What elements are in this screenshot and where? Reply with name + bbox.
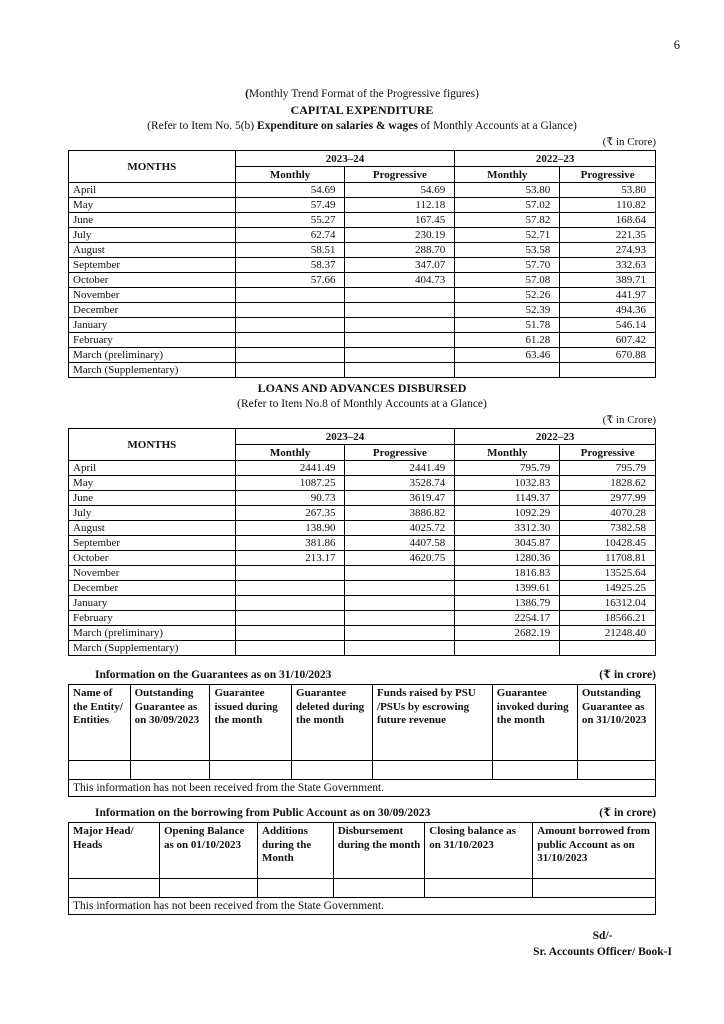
table-row — [69, 258, 656, 273]
loans-table-body — [69, 461, 656, 656]
value-cell: 795.79 — [560, 461, 656, 476]
empty-cell — [292, 761, 373, 780]
value-cell: 11708.81 — [560, 551, 656, 566]
month-cell: May — [69, 476, 236, 491]
table-row — [69, 243, 656, 258]
capital-expenditure-table — [68, 150, 656, 378]
value-cell: 4025.72 — [345, 521, 455, 536]
value-cell — [345, 288, 455, 303]
table-row — [69, 183, 656, 198]
value-cell: 16312.04 — [560, 596, 656, 611]
guarantees-note-row — [69, 780, 656, 797]
months-header: MONTHS — [69, 151, 236, 183]
value-cell: 213.17 — [235, 551, 345, 566]
value-cell: 13525.64 — [560, 566, 656, 581]
borrowing-title: Information on the borrowing from Public Account as on 30/09/2023 — [95, 807, 431, 819]
value-cell: 4620.75 — [345, 551, 455, 566]
column-header: Outstanding Guarantee as on 31/10/2023 — [577, 685, 655, 761]
month-cell: November — [69, 288, 236, 303]
months-header: MONTHS — [69, 429, 236, 461]
guarantees-title: Information on the Guarantees as on 31/10/2023 — [95, 669, 332, 681]
value-cell: 347.07 — [345, 258, 455, 273]
value-cell: 3886.82 — [345, 506, 455, 521]
borrowing-note-row — [69, 898, 656, 915]
value-cell — [235, 288, 345, 303]
value-cell — [345, 611, 455, 626]
monthly-header: Monthly — [235, 445, 345, 461]
page-number: 6 — [673, 38, 680, 52]
year-2022-23-header: 2022–23 — [455, 151, 656, 167]
table-row — [69, 333, 656, 348]
refer-suffix: of Monthly Accounts at a Glance) — [417, 120, 577, 132]
column-header: Outstanding Guarantee as on 30/09/2023 — [130, 685, 210, 761]
table-row — [69, 348, 656, 363]
table-row — [69, 318, 656, 333]
empty-cell — [210, 761, 292, 780]
value-cell — [345, 348, 455, 363]
loans-refer-line: (Refer to Item No.8 of Monthly Accounts at a Glance) — [237, 398, 487, 410]
value-cell — [345, 626, 455, 641]
value-cell: 1087.25 — [235, 476, 345, 491]
year-2022-23-header: 2022–23 — [455, 429, 656, 445]
table-row — [69, 461, 656, 476]
value-cell: 795.79 — [455, 461, 560, 476]
month-cell: March (preliminary) — [69, 348, 236, 363]
value-cell: 1032.83 — [455, 476, 560, 491]
value-cell: 57.66 — [235, 273, 345, 288]
borrowing-table — [68, 822, 656, 915]
value-cell: 1149.37 — [455, 491, 560, 506]
value-cell — [345, 641, 455, 656]
value-cell — [345, 566, 455, 581]
value-cell: 1280.36 — [455, 551, 560, 566]
empty-cell — [333, 879, 425, 898]
value-cell — [345, 581, 455, 596]
column-header: Closing balance as on 31/10/2023 — [425, 823, 533, 879]
value-cell — [345, 318, 455, 333]
empty-cell — [159, 879, 257, 898]
table-row — [69, 566, 656, 581]
capex-refer-line — [68, 118, 656, 134]
column-header: Name of the Entity/ Entities — [69, 685, 131, 761]
progressive-header: Progressive — [345, 167, 455, 183]
value-cell — [235, 596, 345, 611]
value-cell: 2254.17 — [455, 611, 560, 626]
value-cell: 51.78 — [455, 318, 560, 333]
month-cell: July — [69, 228, 236, 243]
empty-cell — [258, 879, 334, 898]
empty-cell — [492, 761, 577, 780]
capex-unit-label: (₹ in Crore) — [602, 136, 656, 148]
guarantees-header-row — [69, 685, 656, 761]
value-cell: 168.64 — [560, 213, 656, 228]
month-cell: May — [69, 198, 236, 213]
table-row — [69, 198, 656, 213]
value-cell — [235, 641, 345, 656]
column-header: Disbursement during the month — [333, 823, 425, 879]
value-cell — [560, 641, 656, 656]
value-cell: 607.42 — [560, 333, 656, 348]
value-cell — [235, 566, 345, 581]
year-2023-24-header: 2023–24 — [235, 429, 455, 445]
borrowing-note: This information has not been received from the State Government. — [69, 898, 656, 915]
month-cell: April — [69, 461, 236, 476]
guarantees-title-row — [68, 668, 656, 683]
refer-bold: Expenditure on salaries & wages — [257, 120, 418, 132]
trend-note-text: Monthly Trend Format of the Progressive figures) — [248, 88, 479, 100]
month-cell: August — [69, 243, 236, 258]
value-cell: 1816.83 — [455, 566, 560, 581]
value-cell: 546.14 — [560, 318, 656, 333]
month-cell: August — [69, 521, 236, 536]
loans-title: LOANS AND ADVANCES DISBURSED — [257, 381, 467, 395]
column-header: Guarantee invoked during the month — [492, 685, 577, 761]
trend-note-line — [68, 86, 656, 102]
borrowing-empty-row — [69, 879, 656, 898]
value-cell — [345, 303, 455, 318]
month-cell: June — [69, 213, 236, 228]
value-cell: 274.93 — [560, 243, 656, 258]
value-cell — [235, 363, 345, 378]
guarantees-unit-label: (₹ in crore) — [599, 669, 656, 681]
empty-cell — [130, 761, 210, 780]
value-cell: 3045.87 — [455, 536, 560, 551]
column-header: Guarantee deleted during the month — [292, 685, 373, 761]
empty-cell — [69, 761, 131, 780]
progressive-header: Progressive — [345, 445, 455, 461]
value-cell — [235, 626, 345, 641]
value-cell: 21248.40 — [560, 626, 656, 641]
month-cell: January — [69, 318, 236, 333]
year-header-row — [69, 429, 656, 445]
value-cell — [235, 348, 345, 363]
month-cell: December — [69, 581, 236, 596]
table-row — [69, 476, 656, 491]
value-cell — [560, 363, 656, 378]
value-cell: 52.39 — [455, 303, 560, 318]
signature-sd: Sd/- — [592, 930, 613, 942]
table-row — [69, 521, 656, 536]
signature-designation: Sr. Accounts Officer/ Book-I — [533, 946, 672, 958]
value-cell: 2977.99 — [560, 491, 656, 506]
table-row — [69, 288, 656, 303]
table-row — [69, 611, 656, 626]
month-cell: April — [69, 183, 236, 198]
monthly-header: Monthly — [455, 167, 560, 183]
value-cell: 63.46 — [455, 348, 560, 363]
value-cell: 389.71 — [560, 273, 656, 288]
value-cell: 52.71 — [455, 228, 560, 243]
guarantees-empty-row — [69, 761, 656, 780]
signature-block — [533, 928, 672, 960]
value-cell — [345, 596, 455, 611]
value-cell: 57.70 — [455, 258, 560, 273]
value-cell: 112.18 — [345, 198, 455, 213]
value-cell: 138.90 — [235, 521, 345, 536]
value-cell: 57.82 — [455, 213, 560, 228]
value-cell: 381.86 — [235, 536, 345, 551]
value-cell: 1828.62 — [560, 476, 656, 491]
value-cell: 110.82 — [560, 198, 656, 213]
year-2023-24-header: 2023–24 — [235, 151, 455, 167]
table-row — [69, 273, 656, 288]
empty-cell — [425, 879, 533, 898]
guarantees-table — [68, 684, 656, 797]
month-cell: March (Supplementary) — [69, 363, 236, 378]
value-cell — [345, 363, 455, 378]
value-cell: 1386.79 — [455, 596, 560, 611]
column-header: Opening Balance as on 01/10/2023 — [159, 823, 257, 879]
value-cell: 90.73 — [235, 491, 345, 506]
value-cell: 2682.19 — [455, 626, 560, 641]
value-cell — [455, 363, 560, 378]
value-cell: 14925.25 — [560, 581, 656, 596]
value-cell: 57.08 — [455, 273, 560, 288]
progressive-header: Progressive — [560, 445, 656, 461]
value-cell: 221.35 — [560, 228, 656, 243]
refer-prefix: (Refer to Item No. 5(b) — [147, 120, 257, 132]
value-cell: 57.02 — [455, 198, 560, 213]
month-cell: February — [69, 333, 236, 348]
value-cell: 2441.49 — [235, 461, 345, 476]
value-cell: 52.26 — [455, 288, 560, 303]
paren: ( — [245, 88, 249, 100]
borrowing-header-row — [69, 823, 656, 879]
value-cell: 494.36 — [560, 303, 656, 318]
value-cell: 10428.45 — [560, 536, 656, 551]
month-cell: March (preliminary) — [69, 626, 236, 641]
value-cell: 267.35 — [235, 506, 345, 521]
value-cell: 167.45 — [345, 213, 455, 228]
month-cell: September — [69, 536, 236, 551]
year-header-row — [69, 151, 656, 167]
value-cell: 4407.58 — [345, 536, 455, 551]
value-cell: 3619.47 — [345, 491, 455, 506]
loans-unit-label: (₹ in Crore) — [602, 414, 656, 426]
value-cell: 61.28 — [455, 333, 560, 348]
empty-cell — [533, 879, 656, 898]
value-cell: 2441.49 — [345, 461, 455, 476]
value-cell: 53.58 — [455, 243, 560, 258]
value-cell — [235, 581, 345, 596]
value-cell: 58.51 — [235, 243, 345, 258]
capex-title: CAPITAL EXPENDITURE — [290, 103, 434, 117]
value-cell — [235, 303, 345, 318]
month-cell: July — [69, 506, 236, 521]
table-row — [69, 506, 656, 521]
table-row — [69, 228, 656, 243]
value-cell: 332.63 — [560, 258, 656, 273]
value-cell: 54.69 — [235, 183, 345, 198]
value-cell: 3528.74 — [345, 476, 455, 491]
month-cell: October — [69, 551, 236, 566]
table-row — [69, 641, 656, 656]
value-cell: 7382.58 — [560, 521, 656, 536]
value-cell: 3312.30 — [455, 521, 560, 536]
value-cell — [235, 333, 345, 348]
value-cell: 53.80 — [560, 183, 656, 198]
month-cell: October — [69, 273, 236, 288]
capex-table-body — [69, 183, 656, 378]
value-cell: 230.19 — [345, 228, 455, 243]
column-header: Funds raised by PSU /PSUs by escrowing future revenue — [373, 685, 493, 761]
value-cell — [235, 611, 345, 626]
value-cell: 1092.29 — [455, 506, 560, 521]
value-cell: 670.88 — [560, 348, 656, 363]
column-header: Guarantee issued during the month — [210, 685, 292, 761]
month-cell: March (Supplementary) — [69, 641, 236, 656]
borrowing-title-row — [68, 806, 656, 821]
month-cell: June — [69, 491, 236, 506]
column-header: Additions during the Month — [258, 823, 334, 879]
progressive-header: Progressive — [560, 167, 656, 183]
empty-cell — [577, 761, 655, 780]
value-cell: 288.70 — [345, 243, 455, 258]
column-header: Amount borrowed from public Account as on 31/10/2023 — [533, 823, 656, 879]
monthly-header: Monthly — [235, 167, 345, 183]
monthly-header: Monthly — [455, 445, 560, 461]
value-cell: 4070.28 — [560, 506, 656, 521]
value-cell: 58.37 — [235, 258, 345, 273]
column-header: Major Head/ Heads — [69, 823, 160, 879]
guarantees-note: This information has not been received from the State Government. — [69, 780, 656, 797]
table-row — [69, 626, 656, 641]
value-cell: 18566.21 — [560, 611, 656, 626]
empty-cell — [373, 761, 493, 780]
value-cell: 54.69 — [345, 183, 455, 198]
month-cell: November — [69, 566, 236, 581]
table-row — [69, 536, 656, 551]
month-cell: December — [69, 303, 236, 318]
month-cell: January — [69, 596, 236, 611]
value-cell — [455, 641, 560, 656]
value-cell — [345, 333, 455, 348]
empty-cell — [69, 879, 160, 898]
table-row — [69, 551, 656, 566]
loans-advances-table — [68, 428, 656, 656]
table-row — [69, 213, 656, 228]
borrowing-unit-label: (₹ in crore) — [599, 807, 656, 819]
value-cell — [235, 318, 345, 333]
value-cell: 62.74 — [235, 228, 345, 243]
value-cell: 57.49 — [235, 198, 345, 213]
table-row — [69, 581, 656, 596]
month-cell: September — [69, 258, 236, 273]
table-row — [69, 363, 656, 378]
value-cell: 404.73 — [345, 273, 455, 288]
month-cell: February — [69, 611, 236, 626]
value-cell: 441.97 — [560, 288, 656, 303]
table-row — [69, 491, 656, 506]
value-cell: 1399.61 — [455, 581, 560, 596]
table-row — [69, 303, 656, 318]
value-cell: 55.27 — [235, 213, 345, 228]
table-row — [69, 596, 656, 611]
value-cell: 53.80 — [455, 183, 560, 198]
